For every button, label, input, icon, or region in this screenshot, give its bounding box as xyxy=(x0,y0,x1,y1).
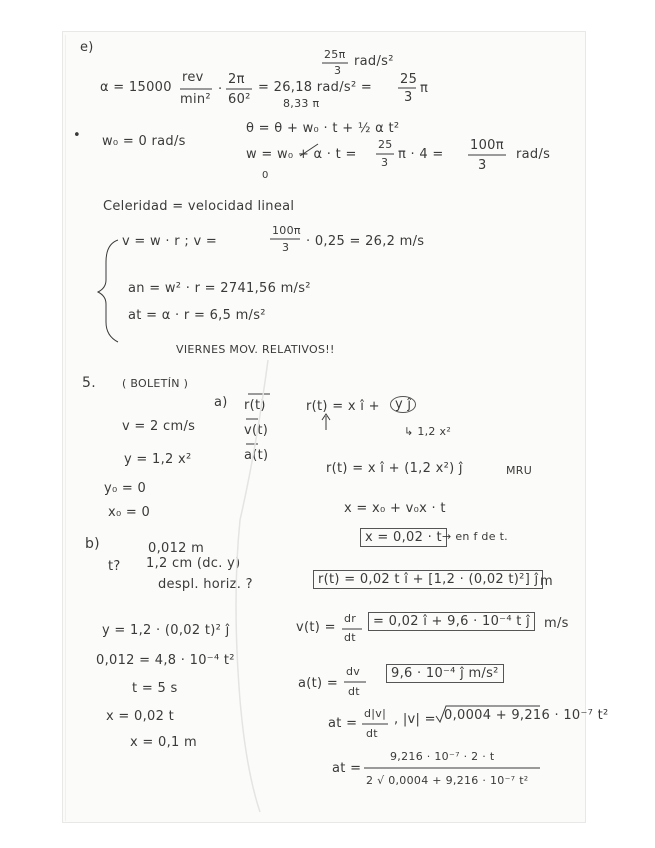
v-rest: · 0,25 = 26,2 m/s xyxy=(306,234,425,249)
b-cm: 1,2 cm (dc. y) xyxy=(146,556,241,571)
despl-question: despl. horiz. ? xyxy=(158,577,253,592)
theta-eq: θ = θ + w₀ · t + ½ α t² xyxy=(246,121,400,136)
x-note: → en f de t. xyxy=(442,530,508,543)
eq-012: 0,012 = 4,8 · 10⁻⁴ t² xyxy=(96,653,235,668)
x-01m: x = 0,1 m xyxy=(130,735,198,750)
x-eq: x = x₀ + v₀x · t xyxy=(344,501,446,516)
v-calc-lhs: v(t) = xyxy=(296,620,336,635)
w0-eq: w₀ = 0 rad/s xyxy=(102,134,186,149)
rev-den: min² xyxy=(180,92,211,107)
at2-den: 2 √ 0,0004 + 9,216 · 10⁻⁷ t² xyxy=(366,774,529,787)
section-e-label: e) xyxy=(80,40,94,55)
w-frac-num: 25 xyxy=(378,138,393,151)
at-lhs: at = xyxy=(328,716,358,731)
at-eq: at = α · r = 6,5 m/s² xyxy=(128,308,266,323)
v-calc-rhs: = 0,02 î + 9,6 · 10⁻⁴ t ĵ xyxy=(368,612,535,631)
dr-num: dr xyxy=(344,612,357,625)
approx-value: 8,33 π xyxy=(283,97,320,110)
a-boxed: 9,6 · 10⁻⁴ ĵ m/s² xyxy=(386,664,504,683)
boletin-label: ( BOLETÍN ) xyxy=(122,377,189,390)
y-given: y = 1,2 x² xyxy=(124,452,192,467)
d-abs-v: d|v| xyxy=(364,707,387,720)
w-mult: π · 4 = xyxy=(398,147,444,162)
v-given: v = 2 cm/s xyxy=(122,419,196,434)
w-eq: w = w₀ + α · t = xyxy=(246,147,357,162)
mru-label: MRU xyxy=(506,464,533,477)
t-question: t? xyxy=(108,559,121,574)
y0-eq: y₀ = 0 xyxy=(104,481,147,496)
dt-den-3: dt xyxy=(366,727,378,740)
v-frac-den: 3 xyxy=(282,241,290,254)
section-5-label: 5. xyxy=(82,375,96,391)
dv-num: dv xyxy=(346,665,361,678)
x0-eq: x₀ = 0 xyxy=(108,505,151,520)
a-label: a) xyxy=(214,395,228,410)
w-res-den: 3 xyxy=(478,158,487,173)
v-eq: v = w · r ; v = xyxy=(122,234,218,249)
dt-den: dt xyxy=(344,631,356,644)
y-substitution: ↳ 1,2 x² xyxy=(404,425,452,438)
sqrt-expr: 0,0004 + 9,216 · 10⁻⁷ t² xyxy=(444,708,609,723)
at2-num: 9,216 · 10⁻⁷ · 2 · t xyxy=(390,750,495,763)
result-frac-den: 3 xyxy=(404,90,413,105)
alpha-eq: α = 15000 xyxy=(100,80,172,95)
result-a: = 26,18 rad/s² = xyxy=(258,80,373,95)
v-frac-num: 100π xyxy=(272,224,301,237)
v-t: v(t) xyxy=(244,423,269,438)
r-eq: r(t) = x î + xyxy=(306,399,380,414)
an-eq: an = w² · r = 2741,56 m/s² xyxy=(128,281,311,296)
w0-zero: 0 xyxy=(262,170,269,181)
w-unit: rad/s xyxy=(516,147,551,162)
dt-den-2: dt xyxy=(348,685,360,698)
top-fraction-num: 25π xyxy=(324,48,346,61)
yj-circled: y ĵ xyxy=(390,396,416,413)
r-t: r(t) xyxy=(244,398,266,413)
b-label: b) xyxy=(85,536,100,552)
conv-num: 2π xyxy=(228,72,245,87)
w-res-num: 100π xyxy=(470,138,504,153)
dot-sym: · xyxy=(218,82,223,97)
a-calc-lhs: a(t) = xyxy=(298,676,339,691)
result-frac-num: 25 xyxy=(400,72,418,87)
r-full: r(t) = x î + (1,2 x²) ĵ xyxy=(326,461,463,476)
v-unit: m/s xyxy=(544,616,569,631)
a-t: a(t) xyxy=(244,448,269,463)
r-unit: m xyxy=(540,574,553,589)
viernes-note: VIERNES MOV. RELATIVOS!! xyxy=(176,343,335,356)
abs-v: , |v| = xyxy=(394,712,436,727)
bullet: • xyxy=(73,128,81,143)
top-unit: rad/s² xyxy=(354,54,394,69)
at2-lhs: at = xyxy=(332,761,362,776)
y-calc: y = 1,2 · (0,02 t)² ĵ xyxy=(102,623,230,638)
t-result: t = 5 s xyxy=(132,681,178,696)
x-boxed: x = 0,02 · t xyxy=(360,528,447,547)
x-002t: x = 0,02 t xyxy=(106,709,175,724)
conv-den: 60² xyxy=(228,92,251,107)
b-value: 0,012 m xyxy=(148,541,205,556)
top-fraction-den: 3 xyxy=(334,64,342,77)
celeridad-line: Celeridad = velocidad lineal xyxy=(103,199,295,214)
w-frac-den: 3 xyxy=(381,156,389,169)
rev-num: rev xyxy=(182,70,204,85)
result-pi: π xyxy=(420,81,429,96)
r-boxed: r(t) = 0,02 t î + [1,2 · (0,02 t)²] ĵ xyxy=(313,570,543,589)
